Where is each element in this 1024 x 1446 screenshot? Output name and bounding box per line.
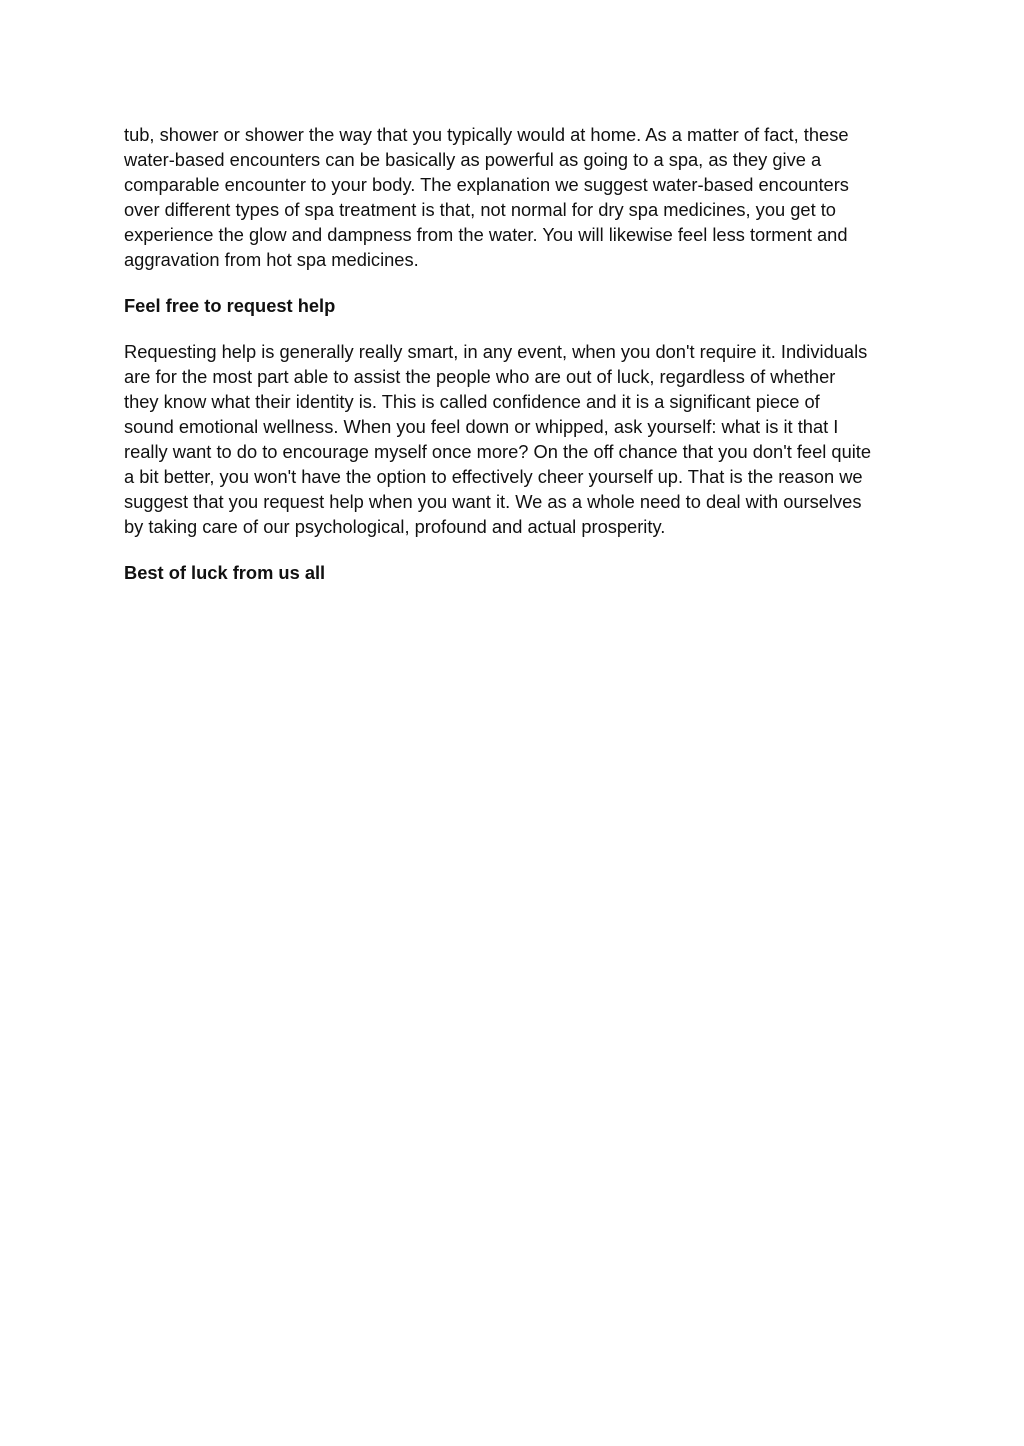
text-line: comparable encounter to your body. The explanation we suggest water-based encounters (124, 174, 849, 195)
text-line: a bit better, you won't have the option to effectively cheer yourself up. That is the reason we (124, 466, 863, 487)
text-line: experience the glow and dampness from the water. You will likewise feel less torment and (124, 224, 848, 245)
document-body (124, 122, 906, 606)
text-line: aggravation from hot spa medicines. (124, 249, 419, 270)
text-line: Requesting help is generally really smart, in any event, when you don't require it. Individuals (124, 341, 868, 362)
paragraph-request-help (124, 339, 906, 539)
text-line: they know what their identity is. This is called confidence and it is a significant piece of (124, 391, 820, 412)
section-heading-request-help: Feel free to request help (124, 295, 336, 316)
text-line: tub, shower or shower the way that you typically would at home. As a matter of fact, these (124, 124, 849, 145)
text-line: sound emotional wellness. When you feel down or whipped, ask yourself: what is it that I (124, 416, 839, 437)
text-line: suggest that you request help when you want it. We as a whole need to deal with ourselves (124, 491, 862, 512)
text-line: are for the most part able to assist the people who are out of luck, regardless of whether (124, 366, 836, 387)
text-line: by taking care of our psychological, profound and actual prosperity. (124, 516, 666, 537)
text-line: really want to do to encourage myself once more? On the off chance that you don't feel quite (124, 441, 872, 462)
text-line: water-based encounters can be basically as powerful as going to a spa, as they give a (124, 149, 822, 170)
text-line: over different types of spa treatment is that, not normal for dry spa medicines, you get to (124, 199, 836, 220)
section-heading-best-of-luck: Best of luck from us all (124, 562, 326, 583)
paragraph-spa-water (124, 122, 906, 272)
